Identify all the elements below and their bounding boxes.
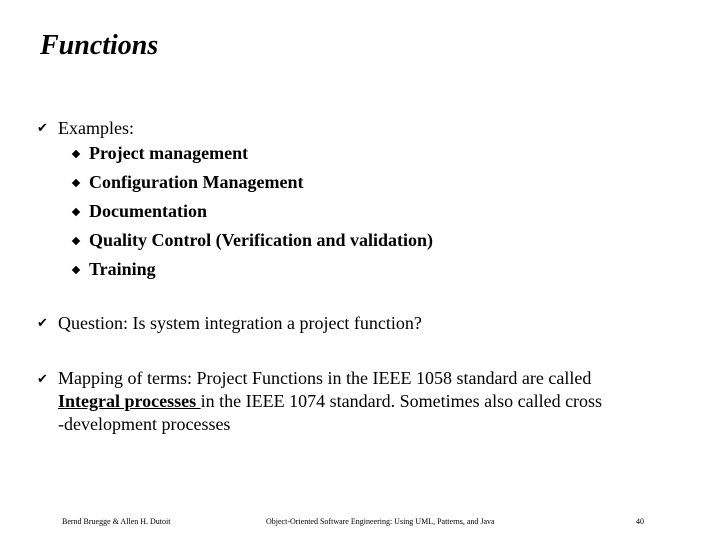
v-checkmark-icon: ✔︎ [37, 120, 48, 135]
diamond-bullet-icon [72, 237, 80, 245]
diamond-bullet-icon [72, 150, 80, 158]
examples-label: Examples: [58, 118, 134, 138]
slide-title: Functions [40, 30, 159, 61]
question-text: Question: Is system integration a project function? [58, 313, 422, 333]
mapping-text: Mapping of terms: Project Functions in the IEEE 1058 standard are called Integral processes in the IEEE 1074 standard. Sometimes also called cross -development processes [58, 368, 603, 434]
v-checkmark-icon: ✔︎ [37, 315, 48, 330]
diamond-bullet-icon [72, 179, 80, 187]
v-checkmark-icon: ✔︎ [37, 371, 48, 386]
integral-processes-term: Integral processes [58, 391, 201, 411]
footer-book-title: Object-Oriented Software Engineering: Using UML, Patterns, and Java [266, 517, 495, 526]
diamond-bullet-icon [72, 266, 80, 274]
page-number: 40 [636, 517, 644, 526]
diamond-bullet-icon [72, 208, 80, 216]
footer-authors: Bernd Bruegge & Allen H. Dutoit [62, 517, 171, 526]
